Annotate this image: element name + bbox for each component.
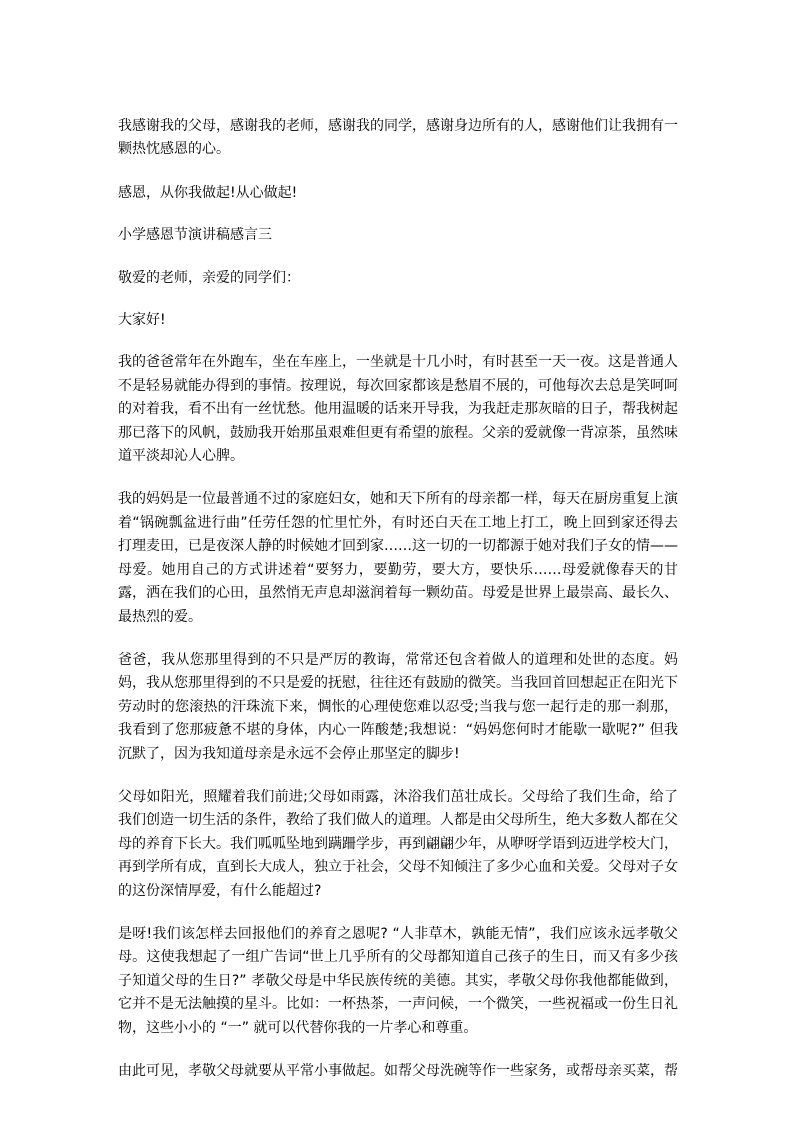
paragraph-father: 我的爸爸常年在外跑车，坐在车座上，一坐就是十几小时，有时甚至一天一夜。这是普通人不是轻易就能办得到的事情。按理说，每次回家都该是愁眉不展的，可他每次去总是笑呵呵的对着我，看不出有一丝忧愁。他用温暖的话来开导我，为我赶走那灰暗的日子，帮我树起那已落下的风帆，鼓励我开始那虽艰难但更有希望的旅程。父亲的爱就像一背凉茶，虽然味道平淡却沁人心脾。	[118, 354, 678, 465]
paragraph-repay-parents: 是呀!我们该怎样去回报他们的养育之恩呢? “人非草木，孰能无情”，我们应该永远孝敬父母。这使我想起了一组广告词“世上几乎所有的父母都知道自己孩子的生日，而又有多少孩子知道父母的生日?” 孝敬父母是中华民族传统的美德。其实，孝敬父母你我他都能做到，它并不是无法触摸的星斗。比如：一杯热茶，一声问候，一个微笑，一些祝福或一份生日礼物，这些小小的 “一” 就可以代替你我的一片孝心和尊重。	[118, 925, 678, 1036]
paragraph-gratitude: 我感谢我的父母，感谢我的老师，感谢我的同学，感谢身边所有的人，感谢他们让我拥有一颗热忱感恩的心。	[118, 118, 678, 158]
greeting: 大家好!	[118, 312, 166, 329]
paragraph-parents-like-sunshine: 父母如阳光，照耀着我们前进;父母如雨露，沐浴我们茁壮成长。父母给了我们生命，给了我们创造一切生活的条件，教给了我们做人的道理。人都是由父母所生，绝大多数人都在父母的养育下长大。我们呱呱坠地到蹒跚学步，再到翩翩少年，从咿呀学语到迈进学校大门，再到学所有成，直到长大成人，独立于社会，父母不知倾注了多少心血和关爱。父母对子女的这份深情厚爱，有什么能超过?	[118, 788, 678, 899]
salutation: 敬爱的老师，亲爱的同学们：	[118, 269, 300, 286]
paragraph-small-things: 由此可见，孝敬父母就要从平常小事做起。如帮父母洗碗等作一些家务，或帮母亲买菜，帮	[118, 1063, 678, 1079]
paragraph-mother: 我的妈妈是一位最普通不过的家庭妇女，她和天下所有的母亲都一样，每天在厨房重复上演着“锅碗瓢盆进行曲”任劳任怨的忙里忙外，有时还白天在工地上打工，晚上回到家还得去打理麦田，已是夜深人静的时候她才回到家……这一切的一切都源于她对我们子女的情——母爱。她用自己的方式讲述着“要努力，要勤劳，要大方，要快乐……母爱就像春天的甘露，洒在我们的心田，虽然悄无声息却滋润着每一颗幼苗。母爱是世界上最崇高、最长久、最热烈的爱。	[118, 491, 678, 625]
document-page	[118, 115, 678, 1103]
section-title: 小学感恩节演讲稿感言三	[118, 227, 272, 244]
paragraph-parents-teaching: 爸爸，我从您那里得到的不只是严厉的教诲，常常还包含着做人的道理和处世的态度。妈妈，我从您那里得到的不只是爱的抚慰，往往还有鼓励的微笑。当我回首回想起正在阳光下劳动时的您滚热的汗珠流下来，惆怅的心理使您难以忍受;当我与您一起行走的那一刹那，我看到了您那疲惫不堪的身体，内心一阵酸楚;我想说：“妈妈您何时才能歇一歇呢?” 但我沉默了，因为我知道母亲是永远不会停止那坚定的脚步!	[118, 651, 678, 762]
paragraph-slogan: 感恩，从你我做起!从心做起!	[118, 184, 298, 201]
